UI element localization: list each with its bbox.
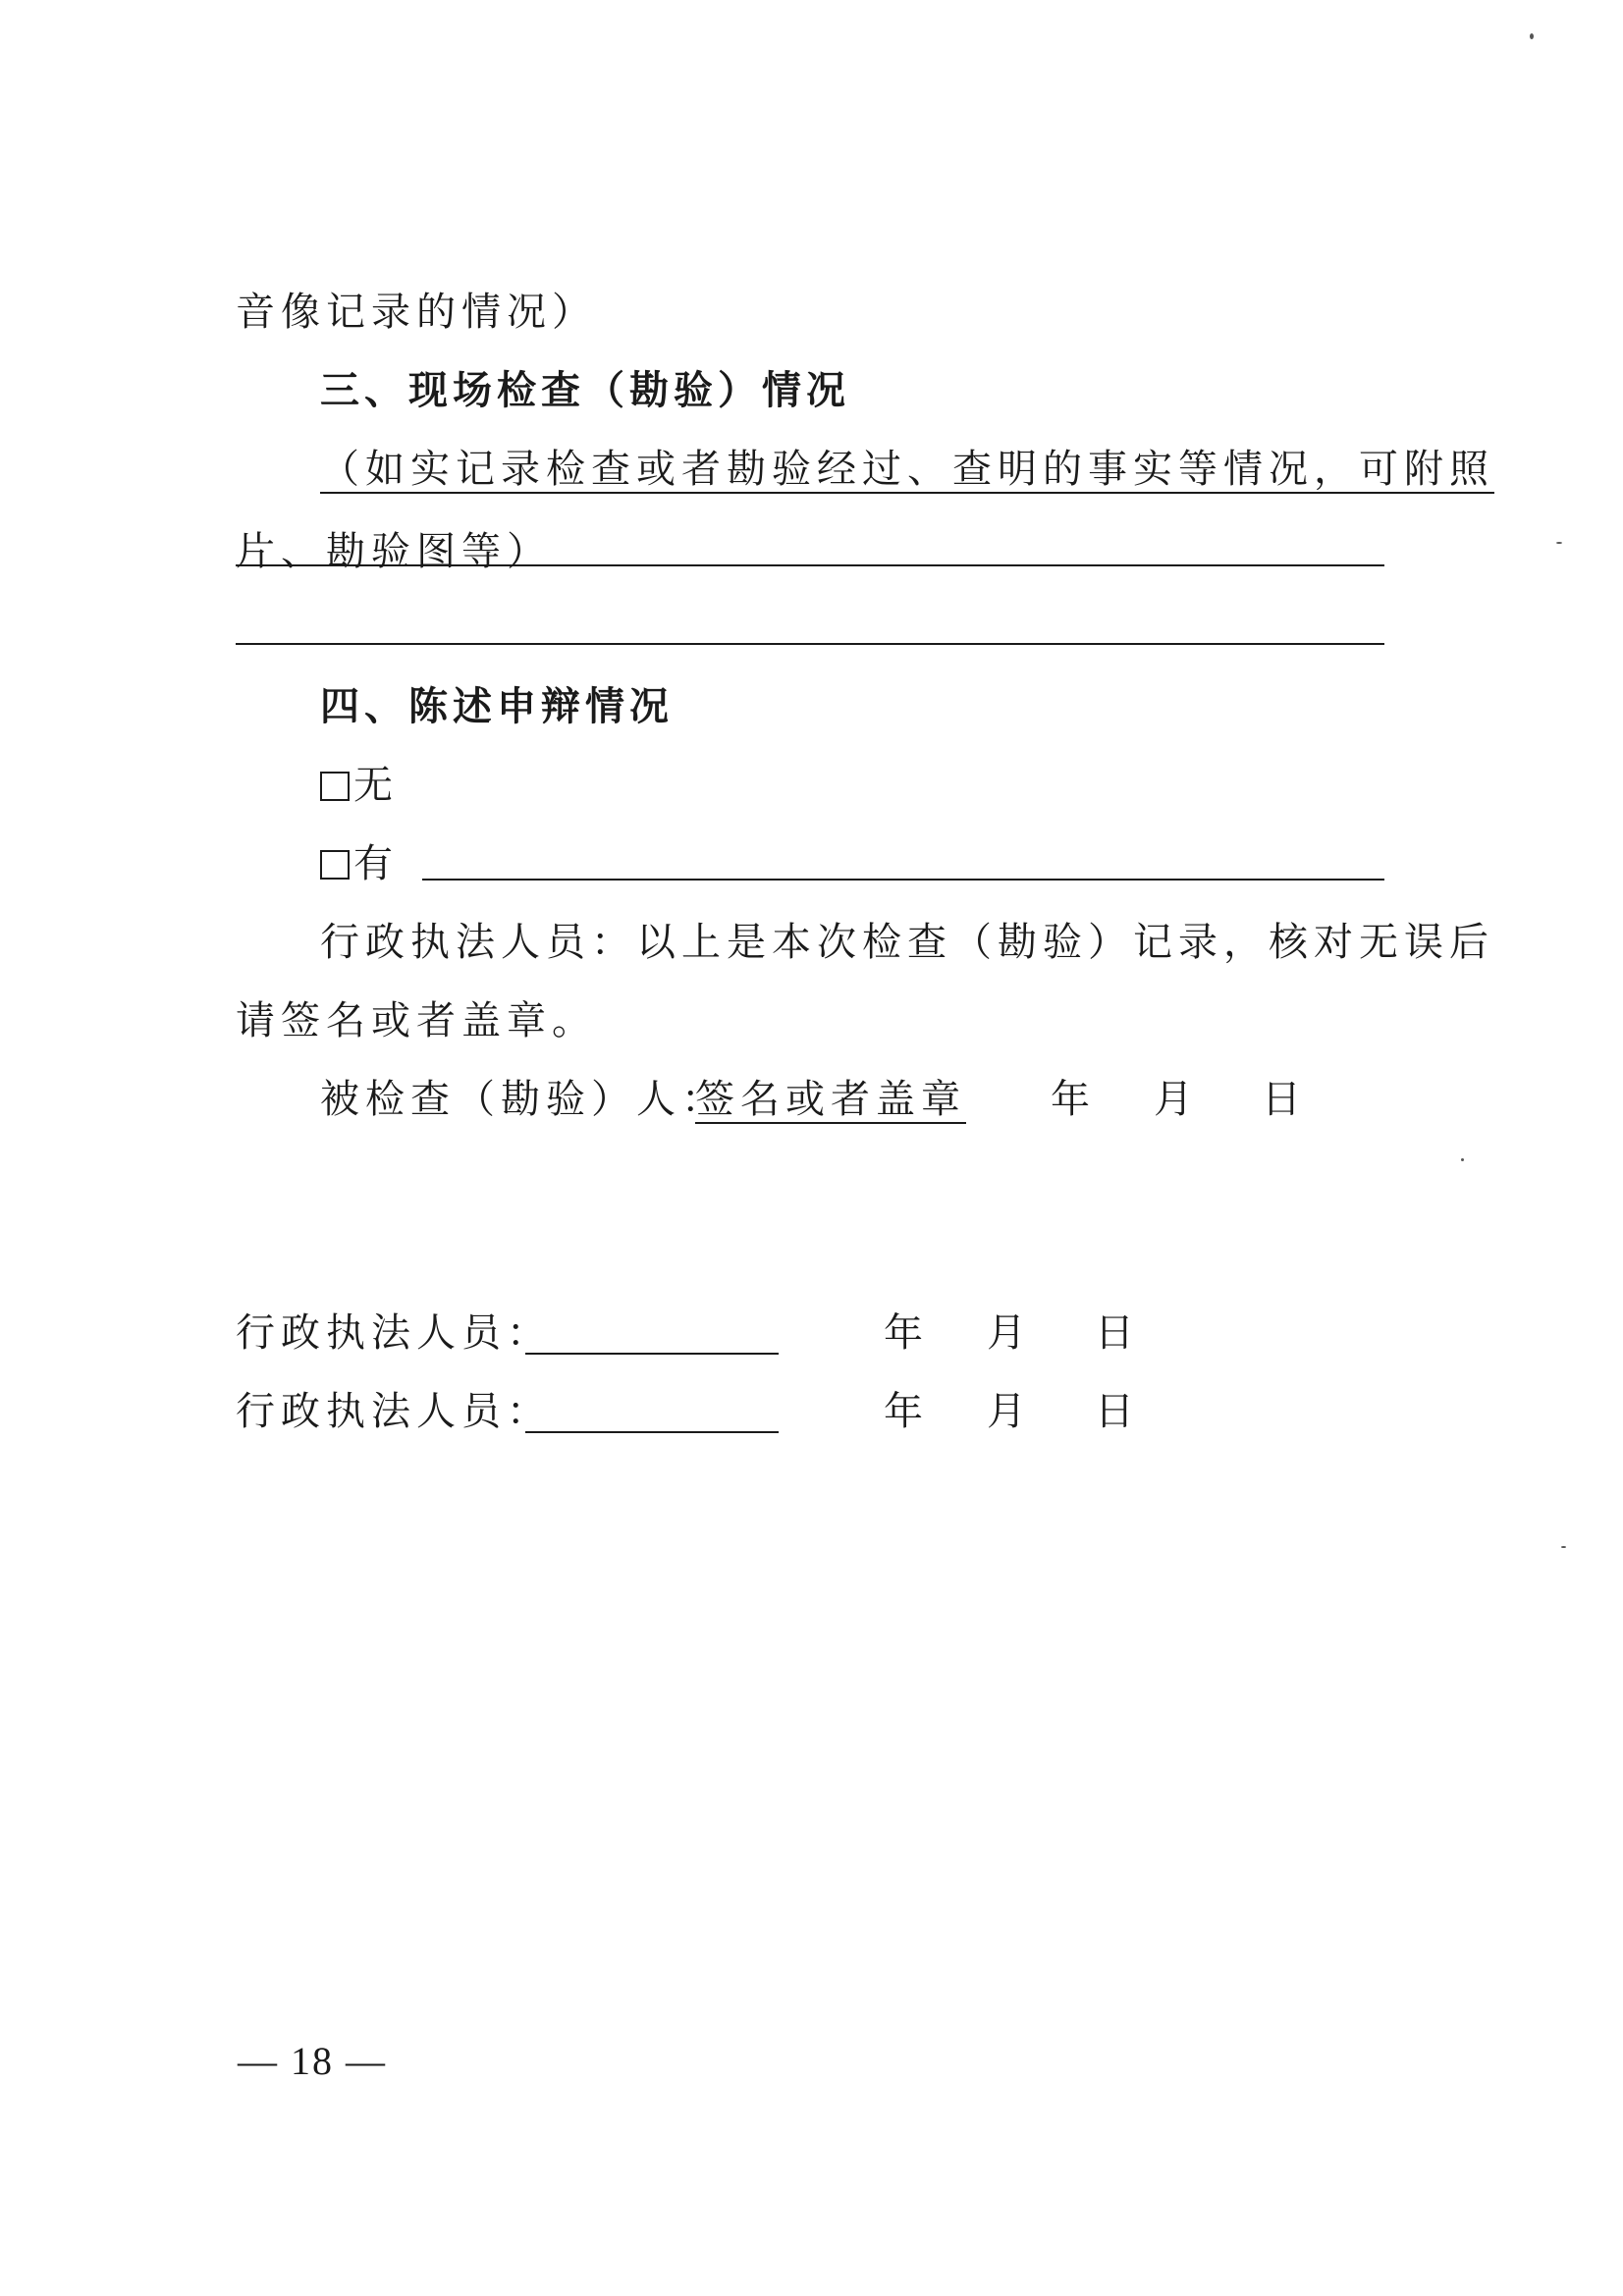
inspected-party-label: 被检查（勘验）人：: [320, 1077, 727, 1122]
officer-2-label: 行政执法人员：: [236, 1389, 552, 1434]
scan-speck: [1561, 1546, 1566, 1548]
page-number: — 18 —: [238, 2039, 387, 2083]
officer-2-day: 日: [1095, 1389, 1134, 1434]
scan-speck: [1461, 1158, 1464, 1161]
section-3-instruction-line-2: 片、勘验图等）: [236, 529, 552, 574]
checkbox-yes[interactable]: [320, 850, 350, 880]
checkbox-none[interactable]: [320, 772, 350, 801]
officer-1-year: 年: [884, 1310, 923, 1356]
confirmation-line-2: 请签名或者盖章。: [236, 998, 597, 1043]
option-yes-label: 有: [353, 841, 399, 886]
inspected-party-year: 年: [1051, 1077, 1090, 1122]
section-3-heading: 三、现场检查（勘验）情况: [320, 368, 850, 413]
officer-1-day: 日: [1095, 1310, 1134, 1356]
option-yes[interactable]: [320, 836, 399, 891]
option-none[interactable]: [320, 758, 399, 813]
officer-1-month: 月: [987, 1310, 1026, 1356]
scan-speck: [1530, 33, 1534, 39]
inspected-party-month: 月: [1154, 1077, 1193, 1122]
blank-fill-line[interactable]: [236, 643, 1384, 645]
officer-2-signature-line[interactable]: [525, 1431, 779, 1433]
section-3-instruction-line-1: （如实记录检查或者勘验经过、查明的事实等情况，可附照: [320, 447, 1494, 492]
officer-2-year: 年: [884, 1389, 923, 1434]
option-none-label: 无: [353, 763, 399, 808]
inspected-party-signature[interactable]: 签名或者盖章: [695, 1077, 966, 1122]
scan-speck: [1556, 542, 1562, 544]
section-4-heading: 四、陈述申辩情况: [320, 684, 674, 729]
confirmation-line-1: 行政执法人员：以上是本次检查（勘验）记录，核对无误后: [320, 920, 1494, 965]
officer-2-month: 月: [987, 1389, 1026, 1434]
inspected-party-day: 日: [1262, 1077, 1301, 1122]
officer-1-label: 行政执法人员：: [236, 1310, 552, 1356]
instruction-underline: [236, 564, 1384, 566]
statement-fill-line[interactable]: [422, 879, 1384, 881]
officer-1-signature-line[interactable]: [525, 1353, 779, 1355]
continuation-text: 音像记录的情况）: [236, 290, 597, 335]
